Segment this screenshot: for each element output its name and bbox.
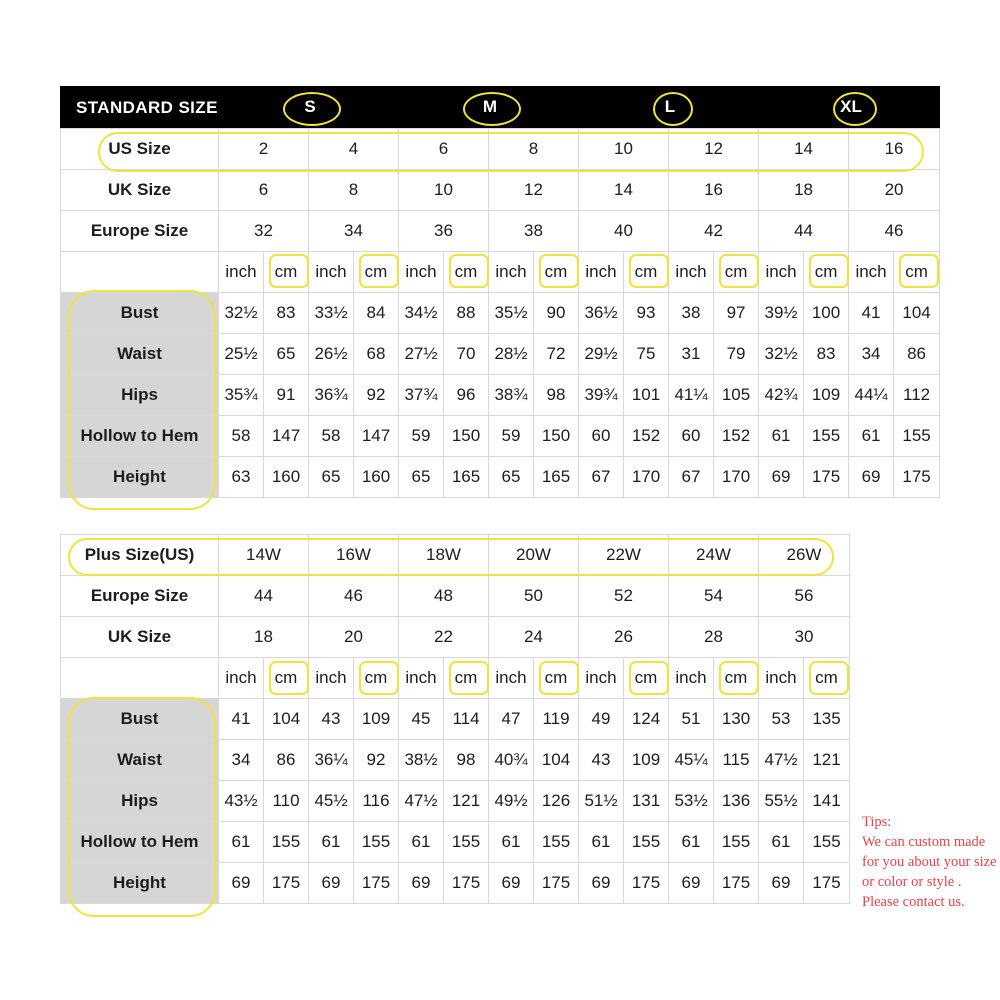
unit-cell: cm <box>714 252 759 293</box>
measurement-value: 61 <box>579 822 624 863</box>
size-value-cell: 34 <box>309 211 399 252</box>
unit-cell: cm <box>264 252 309 293</box>
measurement-value: 47½ <box>399 781 444 822</box>
unit-cell: inch <box>759 252 804 293</box>
size-value-cell: 44 <box>219 576 309 617</box>
measurement-value: 121 <box>444 781 489 822</box>
measurement-row <box>61 293 940 334</box>
size-letter-s: S <box>304 97 316 116</box>
size-value-cell: 10 <box>399 170 489 211</box>
table-row <box>61 170 940 211</box>
measurement-value: 175 <box>894 457 940 498</box>
measurement-value: 155 <box>894 416 940 457</box>
size-value-cell: 14 <box>579 170 669 211</box>
measurement-row <box>61 457 940 498</box>
size-value-cell: 18W <box>399 535 489 576</box>
measurement-value: 141 <box>804 781 850 822</box>
size-value-cell: 4 <box>309 129 399 170</box>
size-value-cell: 6 <box>399 129 489 170</box>
size-letter-l: L <box>664 97 676 116</box>
measurement-value: 69 <box>489 863 534 904</box>
unit-cell: inch <box>399 658 444 699</box>
measurement-value: 150 <box>534 416 579 457</box>
measurement-label: Waist <box>61 740 219 781</box>
measurement-value: 28½ <box>489 334 534 375</box>
unit-cell: cm <box>624 658 669 699</box>
measurement-value: 45 <box>399 699 444 740</box>
size-value-cell: 14 <box>759 129 849 170</box>
size-value-cell: 20W <box>489 535 579 576</box>
unit-cell: cm <box>444 658 489 699</box>
measurement-value: 61 <box>759 822 804 863</box>
row-label: Europe Size <box>61 211 219 252</box>
measurement-value: 36¾ <box>309 375 354 416</box>
measurement-row <box>61 416 940 457</box>
measurement-value: 67 <box>669 457 714 498</box>
measurement-value: 37¾ <box>399 375 444 416</box>
measurement-value: 105 <box>714 375 759 416</box>
measurement-value: 45½ <box>309 781 354 822</box>
measurement-value: 72 <box>534 334 579 375</box>
measurement-value: 92 <box>354 740 399 781</box>
size-value-cell: 18 <box>759 170 849 211</box>
measurement-value: 98 <box>534 375 579 416</box>
size-value-cell: 8 <box>309 170 399 211</box>
size-value-cell: 16W <box>309 535 399 576</box>
measurement-value: 104 <box>534 740 579 781</box>
measurement-value: 68 <box>354 334 399 375</box>
size-value-cell: 12 <box>489 170 579 211</box>
row-label: US Size <box>61 129 219 170</box>
standard-size-table <box>60 128 940 498</box>
measurement-value: 152 <box>624 416 669 457</box>
measurement-value: 175 <box>714 863 759 904</box>
measurement-value: 175 <box>624 863 669 904</box>
size-value-cell: 16 <box>849 129 940 170</box>
unit-cell: inch <box>669 658 714 699</box>
size-value-cell: 54 <box>669 576 759 617</box>
size-value-cell: 46 <box>309 576 399 617</box>
measurement-value: 34 <box>849 334 894 375</box>
measurement-value: 115 <box>714 740 759 781</box>
measurement-label: Bust <box>61 699 219 740</box>
unit-cell: cm <box>804 252 849 293</box>
measurement-value: 98 <box>444 740 489 781</box>
measurement-value: 60 <box>669 416 714 457</box>
measurement-value: 130 <box>714 699 759 740</box>
measurement-value: 175 <box>444 863 489 904</box>
measurement-value: 160 <box>264 457 309 498</box>
measurement-row <box>61 863 850 904</box>
measurement-value: 131 <box>624 781 669 822</box>
measurement-value: 34 <box>219 740 264 781</box>
measurement-value: 100 <box>804 293 849 334</box>
measurement-value: 91 <box>264 375 309 416</box>
measurement-value: 58 <box>309 416 354 457</box>
measurement-value: 65 <box>489 457 534 498</box>
measurement-value: 51 <box>669 699 714 740</box>
measurement-value: 119 <box>534 699 579 740</box>
measurement-value: 42¾ <box>759 375 804 416</box>
measurement-value: 155 <box>444 822 489 863</box>
unit-row-blank-label <box>61 252 219 293</box>
unit-cell: cm <box>804 658 850 699</box>
measurement-value: 84 <box>354 293 399 334</box>
unit-cell: inch <box>849 252 894 293</box>
measurement-value: 69 <box>399 863 444 904</box>
measurement-value: 38¾ <box>489 375 534 416</box>
measurement-value: 63 <box>219 457 264 498</box>
measurement-value: 35½ <box>489 293 534 334</box>
measurement-value: 79 <box>714 334 759 375</box>
measurement-value: 60 <box>579 416 624 457</box>
measurement-value: 41 <box>219 699 264 740</box>
measurement-value: 109 <box>354 699 399 740</box>
measurement-value: 35¾ <box>219 375 264 416</box>
size-value-cell: 12 <box>669 129 759 170</box>
measurement-value: 83 <box>804 334 849 375</box>
size-value-cell: 6 <box>219 170 309 211</box>
size-value-cell: 44 <box>759 211 849 252</box>
measurement-value: 65 <box>399 457 444 498</box>
standard-table-body <box>61 129 940 498</box>
measurement-value: 165 <box>534 457 579 498</box>
size-value-cell: 46 <box>849 211 940 252</box>
measurement-value: 39¾ <box>579 375 624 416</box>
measurement-value: 47½ <box>759 740 804 781</box>
size-value-cell: 14W <box>219 535 309 576</box>
unit-cell: cm <box>354 658 399 699</box>
measurement-value: 61 <box>219 822 264 863</box>
measurement-value: 29½ <box>579 334 624 375</box>
measurement-label: Bust <box>61 293 219 334</box>
measurement-label: Height <box>61 457 219 498</box>
measurement-value: 70 <box>444 334 489 375</box>
measurement-value: 155 <box>714 822 759 863</box>
measurement-label: Hollow to Hem <box>61 822 219 863</box>
measurement-value: 69 <box>849 457 894 498</box>
measurement-value: 135 <box>804 699 850 740</box>
measurement-value: 175 <box>534 863 579 904</box>
measurement-value: 34½ <box>399 293 444 334</box>
unit-cell: inch <box>759 658 804 699</box>
measurement-value: 38½ <box>399 740 444 781</box>
measurement-label: Hips <box>61 375 219 416</box>
measurement-value: 114 <box>444 699 489 740</box>
measurement-value: 175 <box>264 863 309 904</box>
size-value-cell: 18 <box>219 617 309 658</box>
measurement-value: 53 <box>759 699 804 740</box>
table-row <box>61 535 850 576</box>
measurement-value: 59 <box>489 416 534 457</box>
table-row <box>61 617 850 658</box>
measurement-value: 165 <box>444 457 489 498</box>
tips-block <box>862 812 997 912</box>
measurement-value: 110 <box>264 781 309 822</box>
size-value-cell: 8 <box>489 129 579 170</box>
measurement-value: 69 <box>309 863 354 904</box>
measurement-value: 124 <box>624 699 669 740</box>
tips-line-5: Please contact us. <box>862 894 965 910</box>
measurement-value: 155 <box>534 822 579 863</box>
measurement-value: 104 <box>264 699 309 740</box>
measurement-value: 61 <box>849 416 894 457</box>
size-value-cell: 20 <box>309 617 399 658</box>
unit-row <box>61 252 940 293</box>
unit-cell: cm <box>354 252 399 293</box>
unit-cell: cm <box>444 252 489 293</box>
measurement-value: 41¼ <box>669 375 714 416</box>
unit-cell: inch <box>669 252 714 293</box>
size-value-cell: 50 <box>489 576 579 617</box>
size-value-cell: 36 <box>399 211 489 252</box>
measurement-value: 43½ <box>219 781 264 822</box>
unit-cell: inch <box>219 658 264 699</box>
row-label: UK Size <box>61 170 219 211</box>
measurement-value: 101 <box>624 375 669 416</box>
size-value-cell: 40 <box>579 211 669 252</box>
measurement-value: 32½ <box>219 293 264 334</box>
measurement-value: 33½ <box>309 293 354 334</box>
measurement-value: 83 <box>264 293 309 334</box>
measurement-row <box>61 375 940 416</box>
size-value-cell: 52 <box>579 576 669 617</box>
unit-cell: cm <box>534 658 579 699</box>
size-value-cell: 10 <box>579 129 669 170</box>
measurement-value: 116 <box>354 781 399 822</box>
table-row <box>61 129 940 170</box>
measurement-value: 147 <box>264 416 309 457</box>
measurement-value: 175 <box>804 457 849 498</box>
measurement-value: 112 <box>894 375 940 416</box>
measurement-value: 104 <box>894 293 940 334</box>
measurement-value: 175 <box>354 863 399 904</box>
measurement-value: 61 <box>399 822 444 863</box>
table-row <box>61 576 850 617</box>
measurement-value: 38 <box>669 293 714 334</box>
measurement-value: 155 <box>624 822 669 863</box>
size-value-cell: 24 <box>489 617 579 658</box>
measurement-value: 69 <box>759 457 804 498</box>
measurement-value: 69 <box>579 863 624 904</box>
measurement-value: 65 <box>309 457 354 498</box>
tips-line-3: for you about your size <box>862 854 997 870</box>
measurement-row <box>61 740 850 781</box>
unit-cell: cm <box>534 252 579 293</box>
measurement-value: 93 <box>624 293 669 334</box>
row-label: UK Size <box>61 617 219 658</box>
measurement-label: Hollow to Hem <box>61 416 219 457</box>
measurement-value: 25½ <box>219 334 264 375</box>
measurement-value: 96 <box>444 375 489 416</box>
size-value-cell: 32 <box>219 211 309 252</box>
unit-cell: cm <box>714 658 759 699</box>
measurement-value: 61 <box>759 416 804 457</box>
measurement-row <box>61 334 940 375</box>
measurement-value: 86 <box>894 334 940 375</box>
measurement-value: 109 <box>804 375 849 416</box>
size-value-cell: 20 <box>849 170 940 211</box>
size-value-cell: 38 <box>489 211 579 252</box>
size-letter-m: M <box>482 97 498 116</box>
measurement-value: 59 <box>399 416 444 457</box>
size-value-cell: 16 <box>669 170 759 211</box>
measurement-value: 43 <box>579 740 624 781</box>
measurement-value: 49 <box>579 699 624 740</box>
tips-line-2: We can custom made <box>862 834 986 850</box>
measurement-value: 32½ <box>759 334 804 375</box>
unit-cell: inch <box>309 658 354 699</box>
unit-cell: cm <box>894 252 940 293</box>
size-value-cell: 56 <box>759 576 850 617</box>
measurement-value: 41 <box>849 293 894 334</box>
measurement-value: 39½ <box>759 293 804 334</box>
measurement-value: 58 <box>219 416 264 457</box>
unit-cell: inch <box>399 252 444 293</box>
measurement-value: 26½ <box>309 334 354 375</box>
unit-cell: inch <box>219 252 264 293</box>
size-value-cell: 30 <box>759 617 850 658</box>
size-value-cell: 28 <box>669 617 759 658</box>
measurement-value: 49½ <box>489 781 534 822</box>
measurement-value: 55½ <box>759 781 804 822</box>
measurement-value: 69 <box>219 863 264 904</box>
unit-row <box>61 658 850 699</box>
measurement-value: 150 <box>444 416 489 457</box>
measurement-value: 155 <box>804 822 850 863</box>
measurement-value: 92 <box>354 375 399 416</box>
measurement-value: 121 <box>804 740 850 781</box>
plus-table-body <box>61 535 850 904</box>
measurement-value: 75 <box>624 334 669 375</box>
measurement-label: Waist <box>61 334 219 375</box>
unit-cell: cm <box>624 252 669 293</box>
size-letter-xl: XL <box>840 97 862 116</box>
measurement-value: 155 <box>354 822 399 863</box>
measurement-value: 36¼ <box>309 740 354 781</box>
measurement-value: 40¾ <box>489 740 534 781</box>
measurement-value: 36½ <box>579 293 624 334</box>
measurement-value: 65 <box>264 334 309 375</box>
measurement-value: 61 <box>309 822 354 863</box>
measurement-value: 43 <box>309 699 354 740</box>
measurement-value: 31 <box>669 334 714 375</box>
unit-row-blank-label <box>61 658 219 699</box>
tips-line-4: or color or style . <box>862 874 962 890</box>
measurement-value: 160 <box>354 457 399 498</box>
measurement-value: 155 <box>264 822 309 863</box>
measurement-value: 67 <box>579 457 624 498</box>
measurement-value: 170 <box>624 457 669 498</box>
measurement-value: 53½ <box>669 781 714 822</box>
measurement-value: 170 <box>714 457 759 498</box>
measurement-value: 47 <box>489 699 534 740</box>
measurement-value: 109 <box>624 740 669 781</box>
size-value-cell: 26 <box>579 617 669 658</box>
measurement-value: 90 <box>534 293 579 334</box>
unit-cell: inch <box>579 252 624 293</box>
tips-line-1: Tips: <box>862 814 892 830</box>
measurement-value: 155 <box>804 416 849 457</box>
size-value-cell: 26W <box>759 535 850 576</box>
unit-cell: inch <box>489 252 534 293</box>
measurement-value: 147 <box>354 416 399 457</box>
unit-cell: inch <box>309 252 354 293</box>
measurement-label: Height <box>61 863 219 904</box>
measurement-value: 97 <box>714 293 759 334</box>
plus-size-table <box>60 534 850 904</box>
size-value-cell: 48 <box>399 576 489 617</box>
measurement-value: 88 <box>444 293 489 334</box>
measurement-value: 175 <box>804 863 850 904</box>
measurement-value: 61 <box>489 822 534 863</box>
measurement-value: 126 <box>534 781 579 822</box>
unit-cell: cm <box>264 658 309 699</box>
measurement-row <box>61 781 850 822</box>
row-label: Plus Size(US) <box>61 535 219 576</box>
measurement-row <box>61 822 850 863</box>
size-value-cell: 2 <box>219 129 309 170</box>
size-value-cell: 42 <box>669 211 759 252</box>
measurement-label: Hips <box>61 781 219 822</box>
row-label: Europe Size <box>61 576 219 617</box>
measurement-value: 45¼ <box>669 740 714 781</box>
measurement-value: 136 <box>714 781 759 822</box>
measurement-value: 51½ <box>579 781 624 822</box>
size-value-cell: 22W <box>579 535 669 576</box>
measurement-value: 86 <box>264 740 309 781</box>
measurement-row <box>61 699 850 740</box>
measurement-value: 44¼ <box>849 375 894 416</box>
measurement-value: 61 <box>669 822 714 863</box>
table-row <box>61 211 940 252</box>
size-value-cell: 24W <box>669 535 759 576</box>
measurement-value: 152 <box>714 416 759 457</box>
unit-cell: inch <box>579 658 624 699</box>
size-value-cell: 22 <box>399 617 489 658</box>
measurement-value: 69 <box>759 863 804 904</box>
standard-size-title: STANDARD SIZE <box>76 98 218 117</box>
measurement-value: 27½ <box>399 334 444 375</box>
unit-cell: inch <box>489 658 534 699</box>
measurement-value: 69 <box>669 863 714 904</box>
